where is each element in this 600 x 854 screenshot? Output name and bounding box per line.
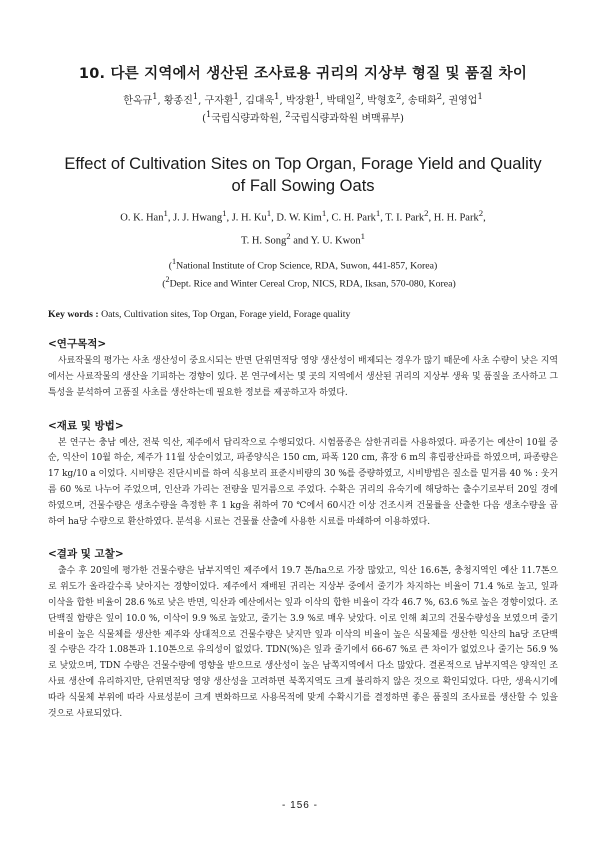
korean-author-name: 권영업	[448, 95, 478, 107]
section-heading-results: <결과 및 고찰>	[48, 548, 124, 561]
english-author-sup: 2	[286, 231, 291, 242]
english-author-name: T. H. Song	[240, 235, 287, 247]
korean-author-sup: 1	[477, 91, 483, 101]
korean-author-sup: 2	[355, 91, 361, 101]
korean-author-name: 한옥규	[123, 95, 153, 107]
english-affiliations	[48, 255, 558, 292]
keywords	[48, 309, 558, 320]
korean-author-sup: 1	[314, 91, 321, 101]
keywords-label: Key words :	[48, 309, 99, 321]
korean-affiliation	[48, 109, 558, 124]
section-heading-methods: <재료 및 방법>	[48, 419, 124, 432]
korean-author-name: 박태일	[326, 95, 356, 107]
korean-authors: 한옥규$^1$, 황종진$^1$, 구자환$^1$, 김대욱$^1$, 박장환$^1$, 박태일$^2$, 박형호$^2$, 송태화$^2$, 권영업$^1$	[123, 91, 483, 107]
keywords-text: Oats, Cultivation sites, Top Organ, Forage yield, Forage quality	[98, 309, 351, 321]
korean-title: 10. 다른 지역에서 생산된 조사료용 귀리의 지상부 형질 및 품질 차이	[78, 66, 528, 82]
korean-author-sup: 2	[436, 91, 443, 101]
english-title-line1: Effect of Cultivation Sites on Top Organ, Forage Yield and Quality	[64, 154, 542, 173]
english-author-name: O. K. Han	[120, 212, 164, 224]
korean-affil-1: 국립식량과학원,	[211, 113, 286, 125]
english-author-name: T. I. Park	[385, 212, 425, 224]
korean-author-name: 김대욱	[245, 95, 275, 107]
korean-affil-sup2: 2	[285, 109, 291, 120]
english-affiliation-sup: 2	[165, 274, 170, 284]
english-affiliation-line: ($^2$Dept. Rice and Winter Cereal Crop, NICS, RDA, Iksan, 570-080, Korea)	[162, 274, 456, 290]
korean-affil-close: )	[400, 113, 404, 125]
english-title	[48, 153, 558, 197]
section-results	[48, 546, 558, 722]
korean-affil-open: (	[202, 113, 206, 125]
english-affiliation-line: ($^1$National Institute of Crop Science, RDA, Suwon, 441-857, Korea)	[168, 256, 438, 271]
english-authors: O. K. Han$^1$, J. J. Hwang$^1$, J. H. Ku$^1$, D. W. Kim$^1$, C. H. Park$^1$, T. I. Park$^2$, H. H. Park$^2$, T. H. Song$^2$ and Y. U. Kwon$^1$	[120, 207, 486, 247]
english-author-name: H. H. Park	[433, 212, 479, 224]
english-author-name: C. H. Park	[331, 212, 376, 224]
english-author-sup: 1	[360, 231, 366, 242]
section-text-methods: 본 연구는 충남 예산, 전북 익산, 제주에서 답리작으로 수행되었다. 시험품종은 삼한귀리를 사용하였다. 파종기는 예산이 10월 중순, 익산이 10월 하순, 제주가 11월 상순이었고, 파종양식은 150 cm, 파폭 120 cm, 휴장 6 m의 휴립광산파를 하였으며, 파종량은 17 kg/10 a 이었다. 시비량은 진단시비를 하여 식용보리 표준시비량의 30 %를 증량하였고, 시비방법은 질소를 밑거름 40 % : 웃거름 60 %로 나누어 주었으며, 인산과 가리는 전량을 밑거름으로 주었다. 수확은 귀리의 유숙기에 해당하는 출수기로부터 20일 경에 하였으며, 건물수량은 생초수량을 측정한 후 1 kg을 취하여 70 ℃에서 60시간 이상 건조시켜 건물률을 산출한 다음 생초수량을 곱하여 ha당 수량으로 환산하였다. 분석용 시료는 건물률 산출에 사용한 시료를 마쇄하여 이용하였다.	[48, 437, 558, 527]
korean-author-sup: 2	[396, 91, 402, 101]
english-author-name: J. J. Hwang	[173, 212, 223, 224]
english-author-sup: 2	[478, 207, 484, 218]
english-author-name: Y. U. Kwon	[310, 235, 361, 247]
english-author-sup: 1	[222, 207, 227, 218]
english-author-sup: 1	[375, 207, 381, 218]
korean-author-name: 박장환	[285, 95, 315, 107]
korean-author-sup: 1	[233, 91, 239, 101]
korean-author-name: 구자환	[204, 95, 234, 107]
section-text-objective: 사료작물의 평가는 사초 생산성이 중요시되는 반면 단위면적당 영양 생산성이 배제되는 경우가 많기 때문에 사초 수량이 낮은 지역에서는 사료작물의 생산을 기피하는 경향이 있다. 본 연구에서는 몇 곳의 지역에서 생산된 귀리의 지상부 생육 및 품질을 조사하고 그 특성을 분석하여 고품질 사초를 생산하는데 필요한 정보를 제공하고자 하였다.	[48, 356, 558, 398]
korean-author-sup: 1	[274, 91, 280, 101]
section-heading-objective: <연구목적>	[48, 338, 107, 351]
korean-author-name: 황종진	[163, 95, 193, 107]
page-number: - 156 -	[282, 800, 318, 811]
english-affiliation-text: Dept. Rice and Winter Cereal Crop, NICS, RDA, Iksan, 570-080, Korea)	[169, 278, 456, 290]
section-methods	[48, 418, 558, 531]
korean-affil-sup1: 1	[205, 109, 212, 120]
english-author-sup: 2	[424, 207, 429, 218]
english-author-name: J. H. Ku	[231, 212, 267, 224]
korean-author-sup: 1	[192, 91, 199, 101]
english-affiliation-text: National Institute of Crop Science, RDA, Suwon, 441-857, Korea)	[176, 259, 438, 271]
korean-author-name: 송태화	[407, 95, 437, 107]
english-affiliation-sup: 1	[171, 256, 177, 266]
section-text-results: 출수 후 20일에 평가한 건물수량은 남부지역인 제주에서 19.7 톤/ha으로 가장 많았고, 익산 16.6톤, 충청지역인 예산 11.7톤으로 위도가 올라갈수록 낮아지는 경향이었다. 제주에서 재배된 귀리는 지상부 중에서 줄기가 차지하는 비율이 71.4 %로 높고, 잎과 이삭을 합한 비율이 28.6 %로 낮은 반면, 익산과 예산에서는 잎과 이삭의 합한 비율이 각각 46.7 %, 63.6 %로 높은 경향이었다. 조단백질 함량은 잎이 10.0 %, 이삭이 9.9 %로 높았고, 줄기는 3.9 %로 매우 낮았다. 이로 인해 최고의 건물수량성을 보였으며 줄기 비율이 높은 식물체를 생산한 제주와 상대적으로 건물수량은 낮지만 잎과 이삭의 비율이 높은 식물체를 생산한 익산의 ha당 조단백질 수량은 각각 1.08톤과 1.10톤으로 유의성이 없었다. TDN(%)은 잎과 줄기에서 66-67 %로 큰 차이가 없었으나 줄기는 56.9 %로 낮았으며, TDN 수량은 건물수량에 영향을 받으므로 생산성이 높은 남쪽지역에서 다소 많았다. 결론적으로 남부지역은 양적인 조사료 생산에 유리하지만, 단위면적당 영양 생산성을 고려하면 북쪽지역도 크게 불리하지 않은 것으로 확인되었다. 다만, 생육시기에 따라 식물체 부위에 따라 사료성분이 크게 변화하므로 사용목적에 맞게 수확시기를 결정하면 좋은 품질의 조사료를 생산할 수 있을 것으로 사료되었다.	[48, 566, 558, 719]
korean-affil-2: 국립식량과학원 벼맥류부	[290, 113, 401, 125]
english-author-sup: 1	[163, 207, 168, 218]
korean-author-name: 박형호	[367, 95, 397, 107]
korean-author-sup: 1	[152, 91, 158, 101]
english-author-name: D. W. Kim	[276, 212, 322, 224]
section-objective	[48, 336, 558, 401]
english-author-sup: 1	[321, 207, 327, 218]
english-author-sup: 1	[266, 207, 272, 218]
english-title-line2: of Fall Sowing Oats	[231, 176, 375, 195]
